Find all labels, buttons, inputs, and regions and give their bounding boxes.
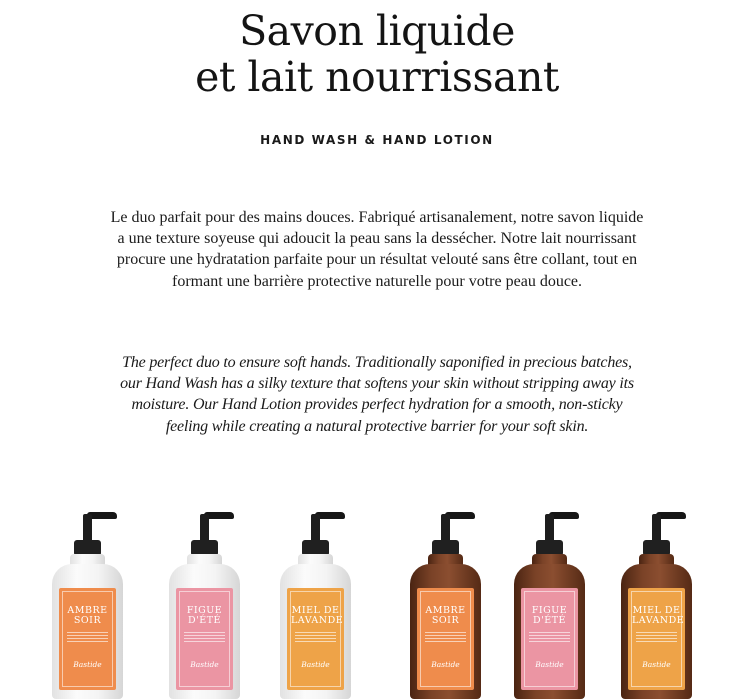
product-bottle-ambre-soir-lotion: [37, 500, 137, 699]
brand-logo: Bastide: [301, 660, 330, 669]
product-bottle-figue-dete-wash: [499, 500, 599, 699]
product-label: [521, 588, 578, 690]
product-label: [59, 588, 116, 690]
page-title: [0, 8, 754, 100]
brand-logo: Bastide: [535, 660, 564, 669]
product-bottle-miel-de-lavande-lotion: [265, 500, 365, 699]
product-name: MIEL DE LAVANDE: [632, 605, 685, 626]
brand-logo: Bastide: [642, 660, 671, 669]
product-name: FIGUE D'ÉTÉ: [531, 605, 568, 626]
product-row: [0, 500, 754, 699]
product-label: [287, 588, 344, 690]
title-line-2: et lait nourrissant: [195, 53, 559, 101]
product-bottle-figue-dete-lotion: [154, 500, 254, 699]
product-name: AMBRE SOIR: [425, 605, 466, 626]
product-label: [628, 588, 685, 690]
product-bottle-miel-de-lavande-wash: [606, 500, 706, 699]
product-bottle-ambre-soir-wash: [395, 500, 495, 699]
title-line-1: Savon liquide: [239, 7, 515, 55]
page-subtitle: HAND WASH & HAND LOTION: [260, 133, 494, 147]
product-label: [176, 588, 233, 690]
brand-logo: Bastide: [73, 660, 102, 669]
english-description: The perfect duo to ensure soft hands. Traditionally saponified in precious batches, our Hand Wash has a silky texture that softens your skin without stripping away its moisture. Our Hand Lotion provides perfect hydration for a smooth, non-sticky feeling while creating a natural protective barrier for your soft skin.: [120, 354, 634, 435]
product-label: [417, 588, 474, 690]
product-name: FIGUE D'ÉTÉ: [186, 605, 223, 626]
product-name: AMBRE SOIR: [67, 605, 108, 626]
product-name: MIEL DE LAVANDE: [291, 605, 344, 626]
french-description: Le duo parfait pour des mains douces. Fabriqué artisanalement, notre savon liquide a une texture soyeuse qui adoucit la peau sans la dessécher. Notre lait nourrissant procure une hydratation parfaite pour un résultat velouté sans être collant, tout en formant une barrière protective naturelle pour votre peau douce.: [110, 209, 644, 290]
brand-logo: Bastide: [190, 660, 219, 669]
brand-logo: Bastide: [431, 660, 460, 669]
